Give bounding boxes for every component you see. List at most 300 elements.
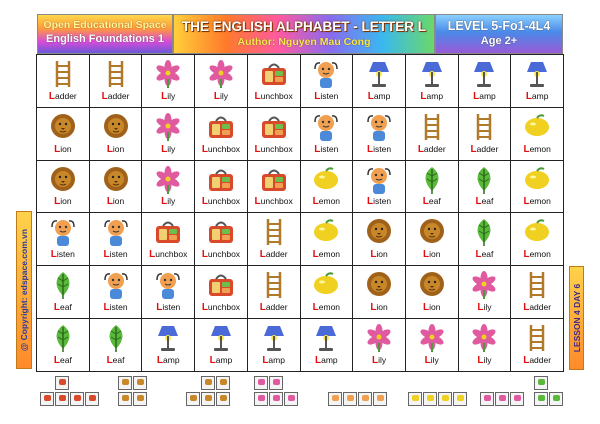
vocab-card-lunchbox <box>195 108 248 161</box>
word-rest: unchbox <box>207 196 241 207</box>
thumbnail-card <box>254 392 268 406</box>
vocab-card-lion <box>90 108 143 161</box>
vocab-card-lemon <box>301 213 354 266</box>
lion-icon <box>362 217 396 247</box>
vocab-word <box>353 302 405 313</box>
lion-icon <box>137 379 144 385</box>
word-first-letter: L <box>156 354 164 366</box>
word-first-letter: L <box>314 143 321 155</box>
word-rest: emon <box>318 302 341 313</box>
listening-child-icon <box>362 395 369 401</box>
lily-flower-icon <box>273 395 280 401</box>
vocab-card-ladder <box>90 55 143 108</box>
vocab-word <box>301 355 353 366</box>
vocab-word <box>353 144 405 155</box>
vocab-word <box>301 196 353 207</box>
word-first-letter: L <box>254 143 261 155</box>
vocab-word <box>406 196 458 207</box>
lemon-icon <box>412 395 419 401</box>
copyright-text: @ Copyright: edspace.com.vn <box>19 228 29 352</box>
lily-flower-icon <box>484 395 491 401</box>
word-first-letter: L <box>161 143 168 155</box>
lunchbox-icon <box>204 165 238 195</box>
vocab-word <box>301 91 353 102</box>
lily-flower-icon <box>151 165 185 195</box>
copyright-sidebar <box>16 211 32 369</box>
level-label: LEVEL 5-Fo1-4L4 <box>447 19 551 33</box>
word-first-letter: L <box>312 249 319 261</box>
vocab-card-ladder <box>37 55 90 108</box>
thumbnail-card <box>269 392 283 406</box>
word-first-letter: L <box>201 196 208 208</box>
vocab-card-lunchbox <box>142 213 195 266</box>
thumbnail-card <box>201 376 215 390</box>
word-first-letter: L <box>475 196 482 208</box>
vocab-word <box>301 302 353 313</box>
word-first-letter: L <box>523 302 530 314</box>
word-rest: isten <box>373 196 392 207</box>
word-rest: eaf <box>481 249 494 260</box>
word-rest: ily <box>219 90 229 101</box>
word-first-letter: L <box>371 354 379 366</box>
thumbnail-card <box>201 392 215 406</box>
word-rest: adder <box>423 143 446 154</box>
word-rest: adder <box>529 302 552 313</box>
leaf-icon <box>538 379 545 385</box>
vocab-word <box>406 144 458 155</box>
word-first-letter: L <box>523 143 530 155</box>
vocab-card-leaf <box>37 319 90 372</box>
word-first-letter: L <box>201 143 208 155</box>
word-first-letter: L <box>424 354 431 366</box>
vocab-card-leaf <box>90 319 143 372</box>
publisher-name: Open Educational Space <box>43 19 167 31</box>
word-first-letter: L <box>525 90 532 102</box>
thumbnail-card <box>453 392 467 406</box>
thumbnail-card <box>118 392 132 406</box>
vocab-word <box>511 144 563 155</box>
leaf-icon <box>99 323 133 353</box>
leaf-icon <box>415 165 449 195</box>
vocab-card-lion <box>37 161 90 214</box>
vocab-card-leaf <box>406 161 459 214</box>
lunchbox-icon <box>257 59 291 89</box>
word-rest: amp <box>479 90 496 101</box>
word-rest: emon <box>529 196 551 207</box>
vocab-word <box>37 91 89 102</box>
listening-child-icon <box>332 395 339 401</box>
word-rest: amp <box>321 354 338 365</box>
word-rest: unchbox <box>260 90 293 101</box>
word-first-letter: L <box>259 302 266 314</box>
vocab-card-lion <box>90 161 143 214</box>
course-name: English Foundations 1 <box>46 33 164 45</box>
leaf-icon <box>467 165 501 195</box>
thumbnail-strip <box>0 376 600 416</box>
vocab-card-lion <box>406 266 459 319</box>
thumbnail-card <box>358 392 372 406</box>
lion-icon <box>220 379 227 385</box>
thumbnail-card <box>408 392 422 406</box>
listening-child-icon <box>99 270 133 300</box>
word-first-letter: L <box>103 249 110 261</box>
leaf-icon <box>467 217 501 247</box>
lion-icon <box>190 395 197 401</box>
header-left-banner <box>37 14 173 54</box>
vocab-card-listen <box>353 108 406 161</box>
word-rest: amp <box>163 354 180 365</box>
vocab-word <box>511 355 563 366</box>
lion-icon <box>46 165 80 195</box>
lunchbox-icon <box>74 395 81 401</box>
vocab-card-lily <box>459 266 512 319</box>
word-rest: isten <box>56 249 75 260</box>
vocab-card-lily <box>406 319 459 372</box>
lily-flower-icon <box>362 323 396 353</box>
vocab-card-lamp <box>459 55 512 108</box>
word-rest: unchbox <box>155 249 188 260</box>
lily-flower-icon <box>204 59 238 89</box>
thumbnail-card <box>55 392 69 406</box>
thumbnail-card <box>534 376 548 390</box>
vocab-card-ladder <box>248 266 301 319</box>
word-first-letter: L <box>53 302 60 314</box>
vocab-card-lunchbox <box>195 213 248 266</box>
word-first-letter: L <box>312 302 319 314</box>
lesson-sidebar <box>569 266 584 370</box>
word-first-letter: L <box>149 249 156 261</box>
thumbnail-card <box>133 392 147 406</box>
vocab-card-lemon <box>301 161 354 214</box>
thumbnail-card <box>423 392 437 406</box>
ladder-icon <box>46 59 80 89</box>
lemon-icon <box>520 112 554 142</box>
lemon-icon <box>309 270 343 300</box>
vocab-word <box>406 249 458 260</box>
lion-icon <box>220 395 227 401</box>
word-first-letter: L <box>106 196 113 208</box>
vocab-card-lion <box>353 266 406 319</box>
lily-flower-icon <box>151 59 185 89</box>
vocab-word <box>37 196 89 207</box>
vocab-card-leaf <box>459 213 512 266</box>
header-level-banner <box>435 14 563 54</box>
word-rest: ion <box>376 302 388 313</box>
vocabulary-grid <box>36 54 564 372</box>
vocab-word <box>459 302 511 313</box>
vocab-word <box>301 144 353 155</box>
thumbnail-card <box>118 376 132 390</box>
ladder-icon <box>99 59 133 89</box>
word-rest: eaf <box>428 196 441 207</box>
vocab-card-lunchbox <box>248 161 301 214</box>
lamp-icon <box>151 323 185 353</box>
vocab-word <box>406 355 458 366</box>
lily-flower-icon <box>288 395 295 401</box>
lunchbox-icon <box>204 112 238 142</box>
word-first-letter: L <box>370 302 377 314</box>
vocab-card-listen <box>301 108 354 161</box>
listening-child-icon <box>309 59 343 89</box>
word-first-letter: L <box>422 196 429 208</box>
word-first-letter: L <box>101 90 108 102</box>
thumbnail-card <box>510 392 524 406</box>
header-title-banner <box>173 14 435 54</box>
vocab-word <box>142 91 194 102</box>
vocab-word <box>195 196 247 207</box>
ladder-icon <box>467 112 501 142</box>
page-title: THE ENGLISH ALPHABET - LETTER L <box>182 19 426 34</box>
lily-flower-icon <box>499 395 506 401</box>
leaf-icon <box>46 323 80 353</box>
word-rest: unchbox <box>260 143 293 154</box>
thumbnail-card <box>216 392 230 406</box>
word-first-letter: L <box>213 90 220 102</box>
vocab-word <box>353 249 405 260</box>
word-rest: ion <box>112 196 125 207</box>
leaf-icon <box>553 395 560 401</box>
word-rest: emon <box>529 249 551 260</box>
word-rest: eaf <box>481 196 494 207</box>
word-first-letter: L <box>315 354 322 366</box>
lemon-icon <box>520 165 554 195</box>
ladder-icon <box>520 323 554 353</box>
vocab-card-lemon <box>301 266 354 319</box>
lemon-icon <box>309 165 343 195</box>
thumbnail-card <box>480 392 494 406</box>
word-first-letter: L <box>106 143 113 155</box>
vocab-word <box>353 196 405 207</box>
lemon-icon <box>457 395 464 401</box>
vocab-word <box>37 302 89 313</box>
word-rest: ily <box>483 354 492 365</box>
vocab-word <box>406 91 458 102</box>
word-rest: ion <box>429 302 441 313</box>
word-rest: ily <box>430 354 439 365</box>
word-rest: ion <box>60 143 72 154</box>
word-rest: amp <box>531 90 549 101</box>
word-first-letter: L <box>475 249 482 261</box>
vocab-word <box>195 355 247 366</box>
word-first-letter: L <box>254 196 261 208</box>
vocab-card-ladder <box>511 266 564 319</box>
vocab-card-ladder <box>248 213 301 266</box>
word-first-letter: L <box>48 90 56 102</box>
lemon-icon <box>427 395 434 401</box>
lion-icon <box>415 217 449 247</box>
vocab-card-lemon <box>511 161 564 214</box>
lily-flower-icon <box>258 395 265 401</box>
word-first-letter: L <box>370 249 377 261</box>
vocab-card-lily <box>142 108 195 161</box>
word-rest: eaf <box>59 354 72 365</box>
thumbnail-card <box>328 392 342 406</box>
vocab-card-lily <box>459 319 512 372</box>
word-first-letter: L <box>523 354 530 366</box>
lunchbox-icon <box>204 217 238 247</box>
vocab-word <box>248 91 300 102</box>
vocab-card-ladder <box>459 108 512 161</box>
word-rest: unchbox <box>207 143 241 154</box>
word-rest: ion <box>112 143 125 154</box>
listening-child-icon <box>46 217 80 247</box>
vocab-card-lunchbox <box>195 161 248 214</box>
vocab-card-listen <box>142 266 195 319</box>
vocab-word <box>248 355 300 366</box>
word-rest: ily <box>167 196 176 207</box>
vocab-card-listen <box>37 213 90 266</box>
lion-icon <box>99 112 133 142</box>
vocab-card-lily <box>142 55 195 108</box>
word-first-letter: L <box>367 143 374 155</box>
vocab-word <box>406 302 458 313</box>
word-rest: unchbox <box>260 196 293 207</box>
word-rest: amp <box>373 90 391 101</box>
leaf-icon <box>538 395 545 401</box>
lemon-icon <box>442 395 449 401</box>
word-first-letter: L <box>161 90 168 102</box>
vocab-card-lily <box>195 55 248 108</box>
lion-icon <box>205 395 212 401</box>
vocab-card-listen <box>90 213 143 266</box>
listening-child-icon <box>362 112 396 142</box>
lily-flower-icon <box>151 112 185 142</box>
vocab-card-lion <box>353 213 406 266</box>
lily-flower-icon <box>467 323 501 353</box>
word-first-letter: L <box>262 354 269 366</box>
lion-icon <box>46 112 80 142</box>
lion-icon <box>99 165 133 195</box>
word-first-letter: L <box>367 196 374 208</box>
word-first-letter: L <box>54 143 61 155</box>
vocab-word <box>37 144 89 155</box>
word-first-letter: L <box>367 90 374 102</box>
word-first-letter: L <box>420 90 427 102</box>
ladder-icon <box>257 217 291 247</box>
lunchbox-icon <box>204 270 238 300</box>
thumbnail-card <box>40 392 54 406</box>
vocab-card-listen <box>90 266 143 319</box>
lily-flower-icon <box>415 323 449 353</box>
word-rest: ily <box>483 302 492 313</box>
vocab-word <box>353 91 405 102</box>
lamp-icon <box>204 323 238 353</box>
word-first-letter: L <box>161 196 168 208</box>
vocab-word <box>90 144 142 155</box>
vocab-word <box>248 249 300 260</box>
word-rest: amp <box>215 354 233 365</box>
lion-icon <box>122 379 129 385</box>
vocab-card-lunchbox <box>248 55 301 108</box>
word-rest: adder <box>265 302 288 313</box>
word-first-letter: L <box>473 90 480 102</box>
word-first-letter: L <box>201 249 208 261</box>
vocab-card-lamp <box>301 319 354 372</box>
author-line: Author: Nguyen Mau Cong <box>237 36 371 48</box>
vocab-card-lamp <box>511 55 564 108</box>
age-label: Age 2+ <box>480 35 518 47</box>
word-rest: ion <box>60 196 72 207</box>
vocab-word <box>90 249 142 260</box>
thumbnail-card <box>55 376 69 390</box>
word-rest: emon <box>318 196 341 207</box>
listening-child-icon <box>151 270 185 300</box>
lamp-icon <box>415 59 449 89</box>
lunchbox-icon <box>59 395 66 401</box>
vocab-word <box>195 91 247 102</box>
thumbnail-card <box>254 376 268 390</box>
word-first-letter: L <box>523 196 530 208</box>
word-rest: emon <box>318 249 341 260</box>
vocab-card-lamp <box>142 319 195 372</box>
thumbnail-card <box>284 392 298 406</box>
lamp-icon <box>362 59 396 89</box>
thumbnail-card <box>549 392 563 406</box>
vocab-word <box>511 196 563 207</box>
word-first-letter: L <box>54 196 61 208</box>
vocab-word <box>142 249 194 260</box>
vocab-card-leaf <box>37 266 90 319</box>
word-rest: eaf <box>112 354 125 365</box>
word-rest: unchbox <box>207 302 241 313</box>
vocab-card-ladder <box>406 108 459 161</box>
word-first-letter: L <box>477 354 484 366</box>
word-first-letter: L <box>423 249 430 261</box>
thumbnail-card <box>216 376 230 390</box>
lily-flower-icon <box>273 379 280 385</box>
lunchbox-icon <box>44 395 51 401</box>
lunchbox-icon <box>257 112 291 142</box>
word-rest: adder <box>55 90 77 101</box>
word-rest: adder <box>476 143 499 154</box>
word-first-letter: L <box>470 143 477 155</box>
word-rest: isten <box>109 302 128 313</box>
ladder-icon <box>415 112 449 142</box>
word-rest: emon <box>529 143 551 154</box>
vocab-word <box>90 196 142 207</box>
thumbnail-card <box>186 392 200 406</box>
vocab-word <box>142 302 194 313</box>
word-rest: ily <box>378 354 387 365</box>
vocab-card-lamp <box>248 319 301 372</box>
vocab-card-listen <box>301 55 354 108</box>
word-rest: isten <box>320 143 339 154</box>
ladder-icon <box>520 270 554 300</box>
word-rest: isten <box>162 302 181 313</box>
vocab-word <box>301 249 353 260</box>
lunchbox-icon <box>59 379 66 385</box>
lion-icon <box>415 270 449 300</box>
word-first-letter: L <box>523 249 530 261</box>
vocab-card-leaf <box>459 161 512 214</box>
lion-icon <box>205 379 212 385</box>
listening-child-icon <box>99 217 133 247</box>
word-rest: ion <box>429 249 441 260</box>
listening-child-icon <box>362 165 396 195</box>
vocab-word <box>195 249 247 260</box>
thumbnail-card <box>85 392 99 406</box>
word-rest: isten <box>320 90 339 101</box>
word-rest: isten <box>373 143 392 154</box>
vocab-card-lemon <box>511 108 564 161</box>
lamp-icon <box>257 323 291 353</box>
vocab-card-ladder <box>511 319 564 372</box>
vocab-word <box>195 144 247 155</box>
vocab-card-lunchbox <box>195 266 248 319</box>
word-rest: amp <box>268 354 285 365</box>
lamp-icon <box>467 59 501 89</box>
word-rest: adder <box>529 354 552 365</box>
